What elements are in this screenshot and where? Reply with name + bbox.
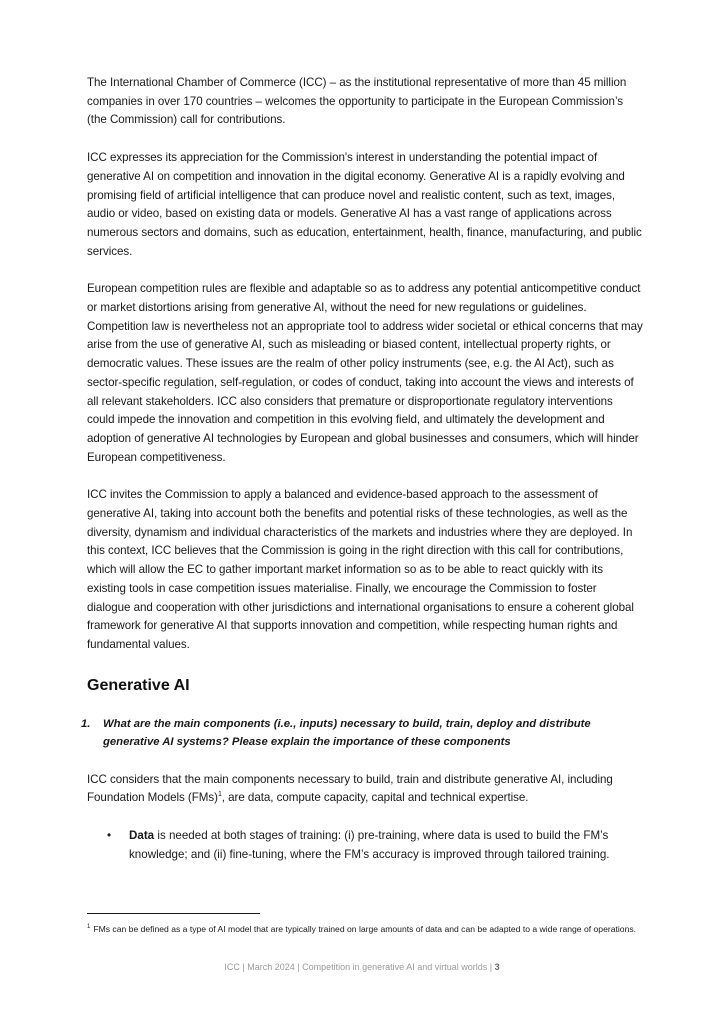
- footnote-marker: 1: [87, 924, 91, 931]
- appreciation-paragraph: ICC expresses its appreciation for the Commission's interest in understanding the potential impact of generative AI on competition and innovation in the digital economy. Generative AI is a rapidly evolving and promising field of artificial intelligence that can produce novel and realistic content, such as text, images, audio or video, based on existing data or models. Generative AI has a vast range of applications across numerous sectors and domains, such as education, entertainment, health, finance, manufacturing, and public services.: [87, 151, 642, 258]
- page-footer: [0, 962, 724, 972]
- section-heading: Generative AI: [87, 676, 190, 694]
- page-number: 3: [494, 962, 500, 972]
- footnote-divider: [87, 913, 260, 914]
- components-list: [87, 827, 643, 864]
- footnote-text: FMs can be defined as a type of AI model that are typically trained on large amounts of data and can be adapted to a wide range of operations.: [93, 924, 637, 934]
- list-item: [107, 827, 643, 864]
- document-page: [81, 74, 643, 865]
- question-number: 1.: [81, 717, 91, 730]
- answer-text-start: ICC considers that the main components necessary to build, train and distribute generative AI, including Foundation Models (FMs): [87, 772, 613, 805]
- balanced-approach-paragraph: ICC invites the Commission to apply a balanced and evidence-based approach to the assessment of generative AI, taking into account both the benefits and potential risks of these technologies, as well as the diversity, dynamism and individual characteristics of the markets and industries where they are deployed. In this context, ICC believes that the Commission is going in the right direction with this call for contributions, which will allow the EC to gather important market information so as to be able to react quickly with its existing tools in case competition issues materialise. Finally, we encourage the Commission to foster dialogue and cooperation with other jurisdictions and international organisations to ensure a coherent global framework for generative AI that supports innovation and competition, while respecting human rights and fundamental values.: [87, 488, 634, 651]
- footnote: [87, 922, 643, 936]
- question-1: [81, 715, 643, 752]
- question-text: What are the main components (i.e., inputs) necessary to build, train, deploy and distribute generative AI systems? Please explain the importance of these components: [103, 717, 591, 749]
- footnote-reference[interactable]: 1: [217, 791, 222, 799]
- answer-text-end: , are data, compute capacity, capital and technical expertise.: [221, 791, 529, 805]
- footer-text: ICC | March 2024 | Competition in generative AI and virtual worlds |: [224, 962, 495, 972]
- competition-rules-paragraph: European competition rules are flexible and adaptable so as to address any potential anticompetitive conduct or market distortions arising from generative AI, without the need for new regulations or guidelines. Competition law is nevertheless not an appropriate tool to address wider societal or ethical concerns that may arise from the use of generative AI, such as misleading or biased content, intellectual property rights, or democratic values. These issues are the realm of other policy instruments (see, e.g. the AI Act), such as sector-specific regulation, self-regulation, or codes of conduct, taking into account the views and interests of all relevant stakeholders. ICC also considers that premature or disproportionate regulatory interventions could impede the innovation and competition in this evolving field, and ultimately the development and adoption of generative AI technologies by European and global businesses and consumers, which will hinder European competitiveness.: [87, 282, 643, 464]
- bullet-icon: •: [107, 829, 112, 843]
- bullet-text: is needed at both stages of training: (i) pre-training, where data is used to build the FM’s knowledge; and (ii) fine-tuning, where the FM’s accuracy is improved through tailored training.: [129, 829, 610, 861]
- bullet-term: Data: [129, 829, 155, 843]
- intro-paragraph: The International Chamber of Commerce (ICC) – as the institutional representative of more than 45 million companies in over 170 countries – welcomes the opportunity to participate in the European Commission’s (the Commission) call for contributions.: [87, 76, 627, 127]
- answer-paragraph: [87, 771, 643, 808]
